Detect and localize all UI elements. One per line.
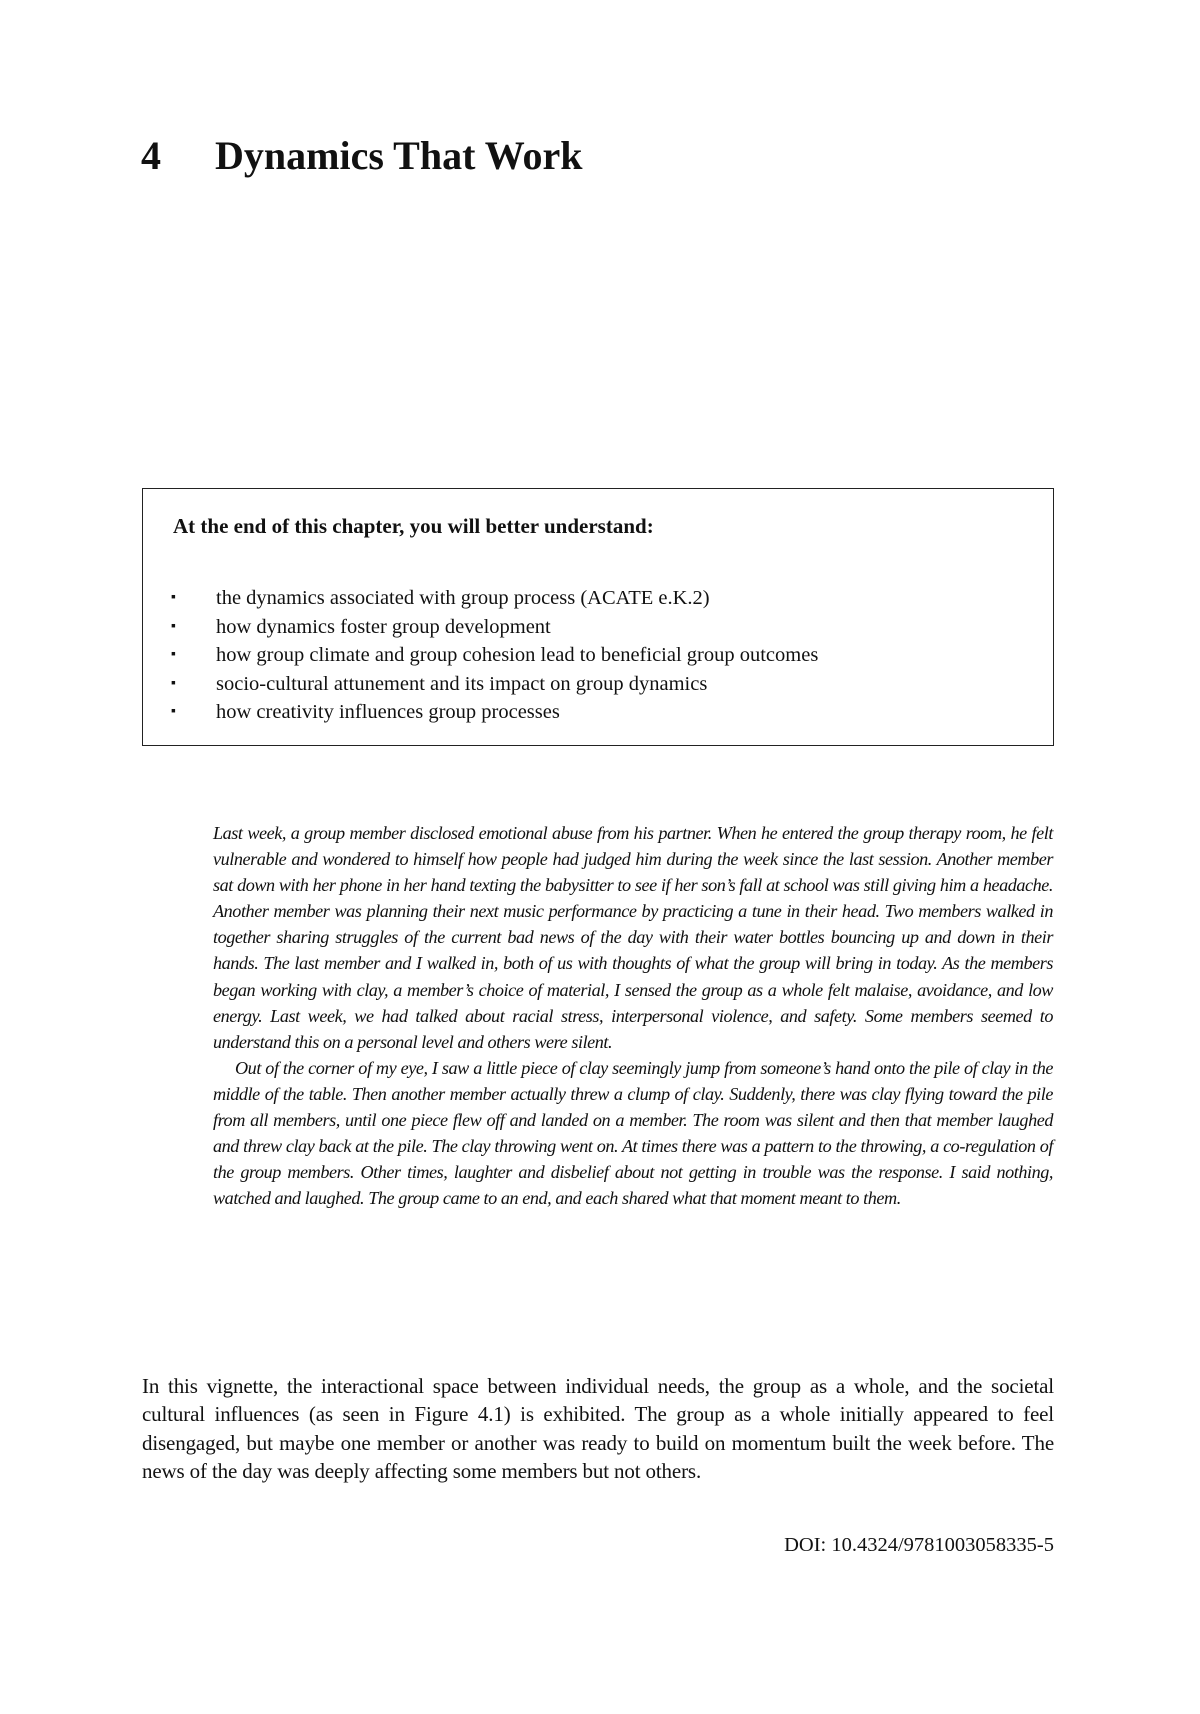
objective-text: how dynamics foster group development	[216, 615, 551, 638]
objective-text: how creativity influences group processes	[216, 701, 560, 724]
learning-objectives-box	[142, 488, 1054, 746]
objective-text: the dynamics associated with group process (ACATE e.K.2)	[216, 587, 710, 609]
vignette-paragraph: Last week, a group member disclosed emotional abuse from his partner. When he entered the group therapy room, he felt vulnerable and wondered to himself how people had judged him during the week since the last session. Another member sat down with her phone in her hand texting the babysitter to see if her son’s fall at school was still giving him a headache. Another member was planning their next music performance by practicing a tune in their head. Two members walked in together sharing struggles of the current bad news of the day with their water bottles bouncing up and down in their hands. The last member and I walked in, both of us with thoughts of what the group will bring in today. As the members began working with clay, a member’s choice of material, I sensed the group as a whole felt malaise, avoidance, and low energy. Last week, we had talked about racial stress, interpersonal violence, and safety. Some members seemed to understand this on a personal level and others were silent.	[213, 823, 1053, 1052]
bullet-icon: ▪	[171, 647, 176, 663]
objective-text: how group climate and group cohesion lead to beneficial group outcomes	[216, 644, 819, 667]
chapter-heading	[141, 132, 582, 180]
bullet-icon: ▪	[171, 618, 176, 634]
chapter-title: Dynamics That Work	[215, 133, 583, 178]
doi-reference: DOI: 10.4324/9781003058335-5	[784, 1534, 1054, 1556]
vignette-paragraph: Out of the corner of my eye, I saw a little piece of clay seemingly jump from someone’s hand onto the pile of clay in the middle of the table. Then another member actually threw a clump of clay. Suddenly, there was clay flying toward the pile from all members, until one piece flew off and landed on a member. The room was silent and then that member laughed and threw clay back at the pile. The clay throwing went on. At times there was a pattern to the throwing, a co-regulation of the group members. Other times, laughter and disbelief about not getting in trouble was the response. I said nothing, watched and laughed. The group came to an end, and each shared what that moment meant to them.	[213, 1057, 1053, 1209]
case-vignette	[213, 820, 1053, 1211]
chapter-number: 4	[141, 133, 161, 178]
body-paragraph: In this vignette, the interactional space between individual needs, the group as a whole, and the societal cultural influences (as seen in Figure 4.1) is exhibited. The group as a whole initially appeared to feel disengaged, but maybe one member or another was ready to build on momentum built the week before. The news of the day was deeply affecting some members but not others.	[142, 1374, 1054, 1483]
objective-text: socio-cultural attunement and its impact on group dynamics	[216, 672, 708, 695]
bullet-icon: ▪	[171, 675, 176, 691]
objectives-heading: At the end of this chapter, you will better understand:	[173, 514, 654, 538]
bullet-icon: ▪	[171, 704, 176, 720]
bullet-icon: ▪	[171, 590, 176, 605]
